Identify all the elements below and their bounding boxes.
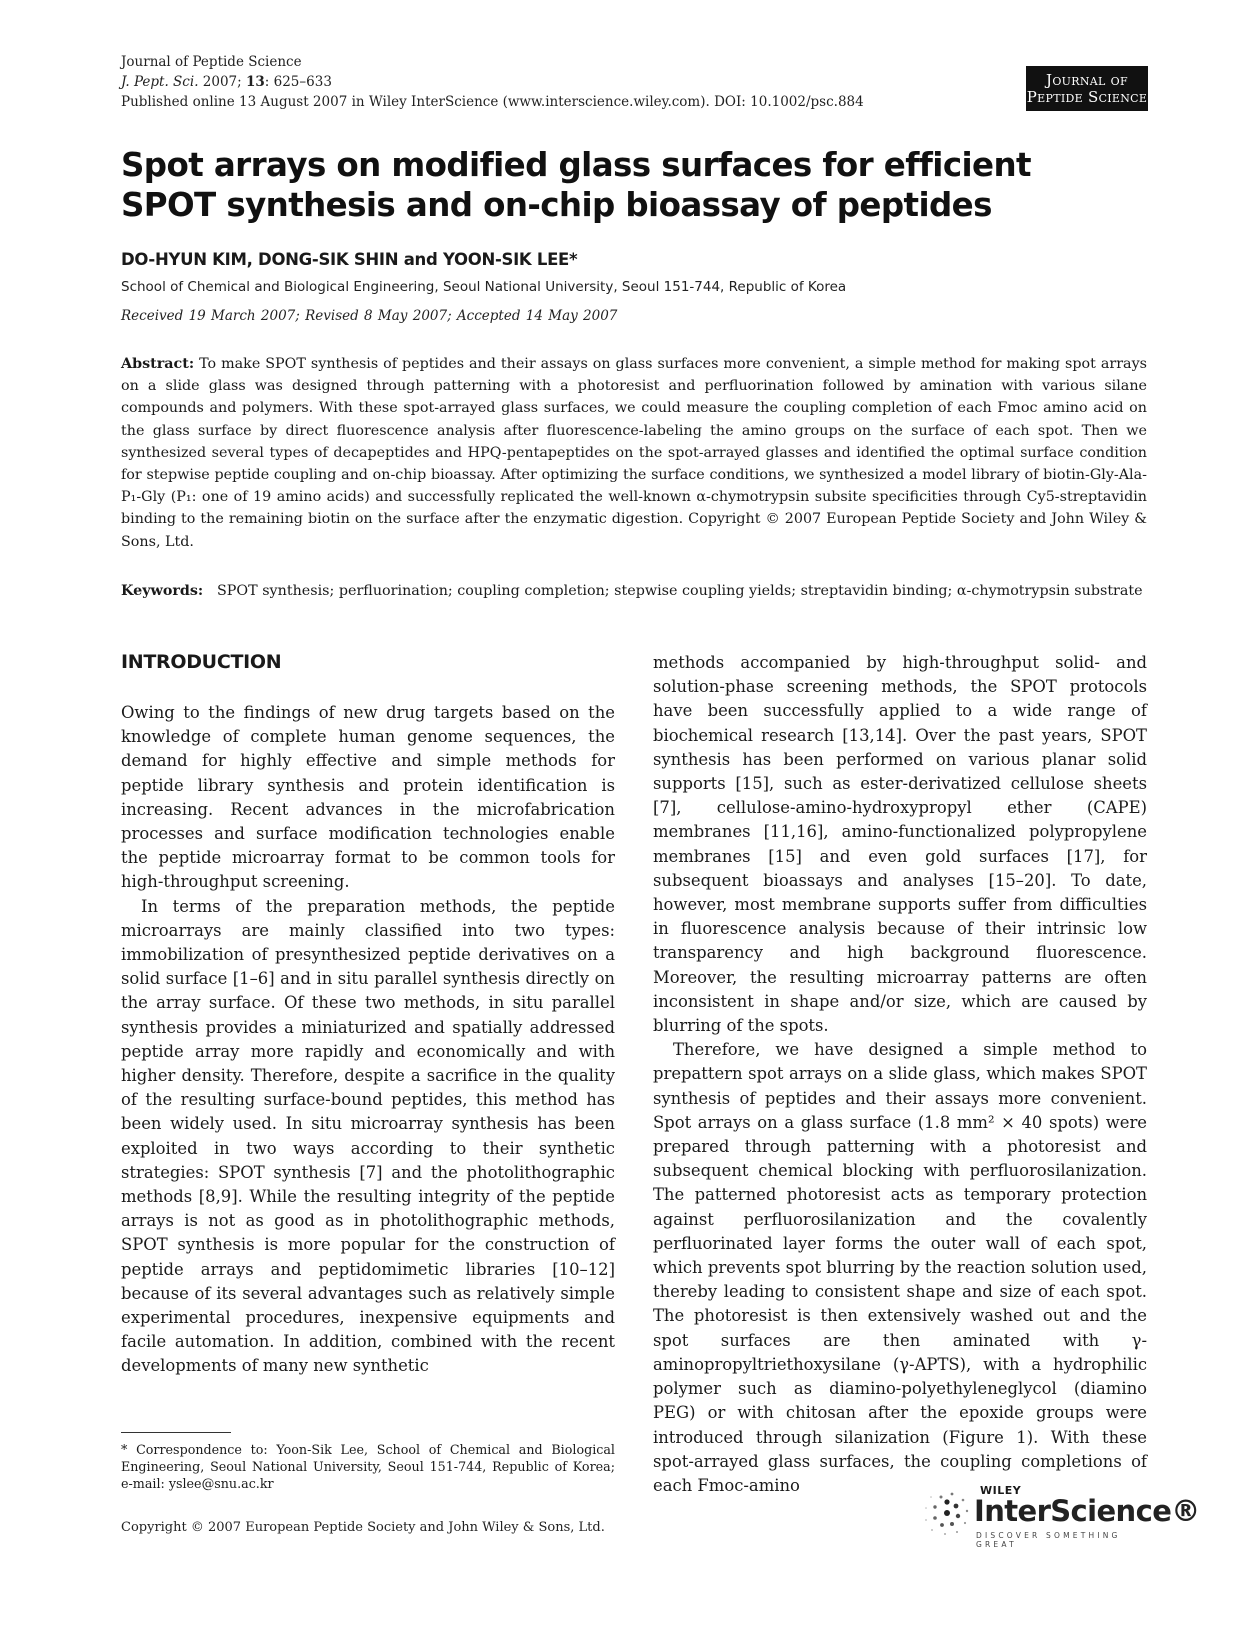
- footnote-divider: [121, 1432, 231, 1433]
- journal-logo: Journal of Peptide Science: [1026, 66, 1148, 111]
- abstract-label: Abstract:: [121, 356, 195, 372]
- authors: DO-HYUN KIM, DONG-SIK SHIN and YOON-SIK LEE*: [121, 250, 578, 269]
- article-dates: Received 19 March 2007; Revised 8 May 2007; Accepted 14 May 2007: [121, 308, 618, 324]
- paragraph: Therefore, we have designed a simple method to prepattern spot arrays on a slide glass, which makes SPOT synthesis of peptides and their assays more convenient. Spot arrays on a glass surface (1.8 mm² × 40 spots) were prepared through patterning with a photoresist and subsequent chemical blocking with perfluorosilanization. The patterned photoresist acts as temporary protection against perfluorosilanization and the covalently perfluorinated layer forms the outer wall of each spot, which prevents spot blurring by the reaction solution used, thereby leading to consistent shape and size of each spot. The photoresist is then extensively washed out and the spot surfaces are then aminated with γ-aminopropyltriethoxysilane (γ-APTS), with a hydrophilic polymer such as diamino-polyethyleneglycol (diamino PEG) or with chitosan after the epoxide groups were introduced through silanization (Figure 1). With these spot-arrayed glass surfaces, the coupling completions of each Fmoc-amino: [653, 1040, 1147, 1495]
- paragraph: In terms of the preparation methods, the peptide microarrays are mainly classified into two types: immobilization of presynthesized peptide derivatives on a solid surface [1–6] and in situ parallel synthesis directly on the array surface. Of these two methods, in situ parallel synthesis provides a miniaturized and spatially addressed peptide array more rapidly and economically and with higher density. Therefore, despite a sacrifice in the quality of the resulting surface-bound peptides, this method has been widely used. In situ microarray synthesis has been exploited in two ways according to their synthetic strategies: SPOT synthesis [7] and the photolithographic methods [8,9]. While the resulting integrity of the peptide arrays is not as good as in photolithographic methods, SPOT synthesis is more popular for the construction of peptide arrays and peptidomimetic libraries [10–12] because of its several advantages such as relatively simple experimental procedures, inexpensive equipments and facile automation. In addition, combined with the recent developments of many new synthetic: [121, 896, 615, 1376]
- publisher-brand: WILEY: [980, 1484, 1022, 1497]
- publisher-name: InterScience®: [974, 1494, 1200, 1528]
- citation: J. Pept. Sci. 2007; 13: 625–633: [121, 74, 332, 90]
- section-heading-introduction: INTRODUCTION: [121, 651, 282, 673]
- publisher-tagline: DISCOVER SOMETHING GREAT: [976, 1531, 1121, 1549]
- abstract: [121, 353, 1147, 553]
- affiliation: School of Chemical and Biological Engineering, Seoul National University, Seoul 151-744, Republic of Korea: [121, 279, 847, 295]
- running-header: [121, 52, 864, 112]
- dots-swirl-icon: [922, 1488, 972, 1538]
- copyright-notice: Copyright © 2007 European Peptide Society and John Wiley & Sons, Ltd.: [121, 1520, 605, 1535]
- publication-info: Published online 13 August 2007 in Wiley InterScience (www.interscience.wiley.com). DOI: 10.1002/psc.884: [121, 94, 864, 110]
- article-title: Spot arrays on modified glass surfaces for efficient SPOT synthesis and on-chip bioassay of peptides: [121, 146, 1031, 224]
- right-column: [653, 651, 1147, 1498]
- journal-name: Journal of Peptide Science: [121, 54, 302, 70]
- correspondence-footnote: * Correspondence to: Yoon-Sik Lee, School of Chemical and Biological Engineering, Seoul National University, Seoul 151-744, Republic of Korea; e-mail: yslee@snu.ac.kr: [121, 1442, 615, 1491]
- left-column: [121, 701, 615, 1379]
- abstract-text: To make SPOT synthesis of peptides and their assays on glass surfaces more convenient, a simple method for making spot arrays on a slide glass was designed through patterning with a photoresist and perfluorination followed by amination with various silane compounds and polymers. With these spot-arrayed glass surfaces, we could measure the coupling completion of each Fmoc amino acid on the glass surface by direct fluorescence analysis after fluorescence-labeling the amino groups on the surface of each spot. Then we synthesized several types of decapeptides and HPQ-pentapeptides on the spot-arrayed glasses and identified the optimal surface condition for stepwise peptide coupling and on-chip bioassay. After optimizing the surface conditions, we synthesized a model library of biotin-Gly-Ala-P₁-Gly (P₁: one of 19 amino acids) and successfully replicated the well-known α-chymotrypsin subsite specificities through Cy5-streptavidin binding to the remaining biotin on the surface after the enzymatic digestion. Copyright © 2007 European Peptide Society and John Wiley & Sons, Ltd.: [121, 356, 1147, 550]
- paragraph-continued: methods accompanied by high-throughput solid- and solution-phase screening methods, the SPOT protocols have been successfully applied to a wide range of biochemical research [13,14]. Over the past years, SPOT synthesis has been performed on various planar solid supports [15], such as ester-derivatized cellulose sheets [7], cellulose-amino-hydroxypropyl ether (CAPE) membranes [11,16], amino-functionalized polypropylene membranes [15] and even gold surfaces [17], for subsequent bioassays and analyses [15–20]. To date, however, most membrane supports suffer from difficulties in fluorescence analysis because of their intrinsic low transparency and high background fluorescence. Moreover, the resulting microarray patterns are often inconsistent in shape and/or size, which are caused by blurring of the spots.: [653, 653, 1147, 1036]
- keywords-text: SPOT synthesis; perfluorination; coupling completion; stepwise coupling yields; streptavidin binding; α-chymotrypsin substrate: [217, 583, 1143, 599]
- keywords: [121, 580, 1147, 602]
- paragraph: Owing to the findings of new drug targets based on the knowledge of complete human genome sequences, the demand for highly effective and simple methods for peptide library synthesis and protein identification is increasing. Recent advances in the microfabrication processes and surface modification technologies enable the peptide microarray format to be common tools for high-throughput screening.: [121, 703, 615, 892]
- keywords-label: Keywords:: [121, 583, 204, 599]
- wiley-interscience-logo: [922, 1484, 1200, 1549]
